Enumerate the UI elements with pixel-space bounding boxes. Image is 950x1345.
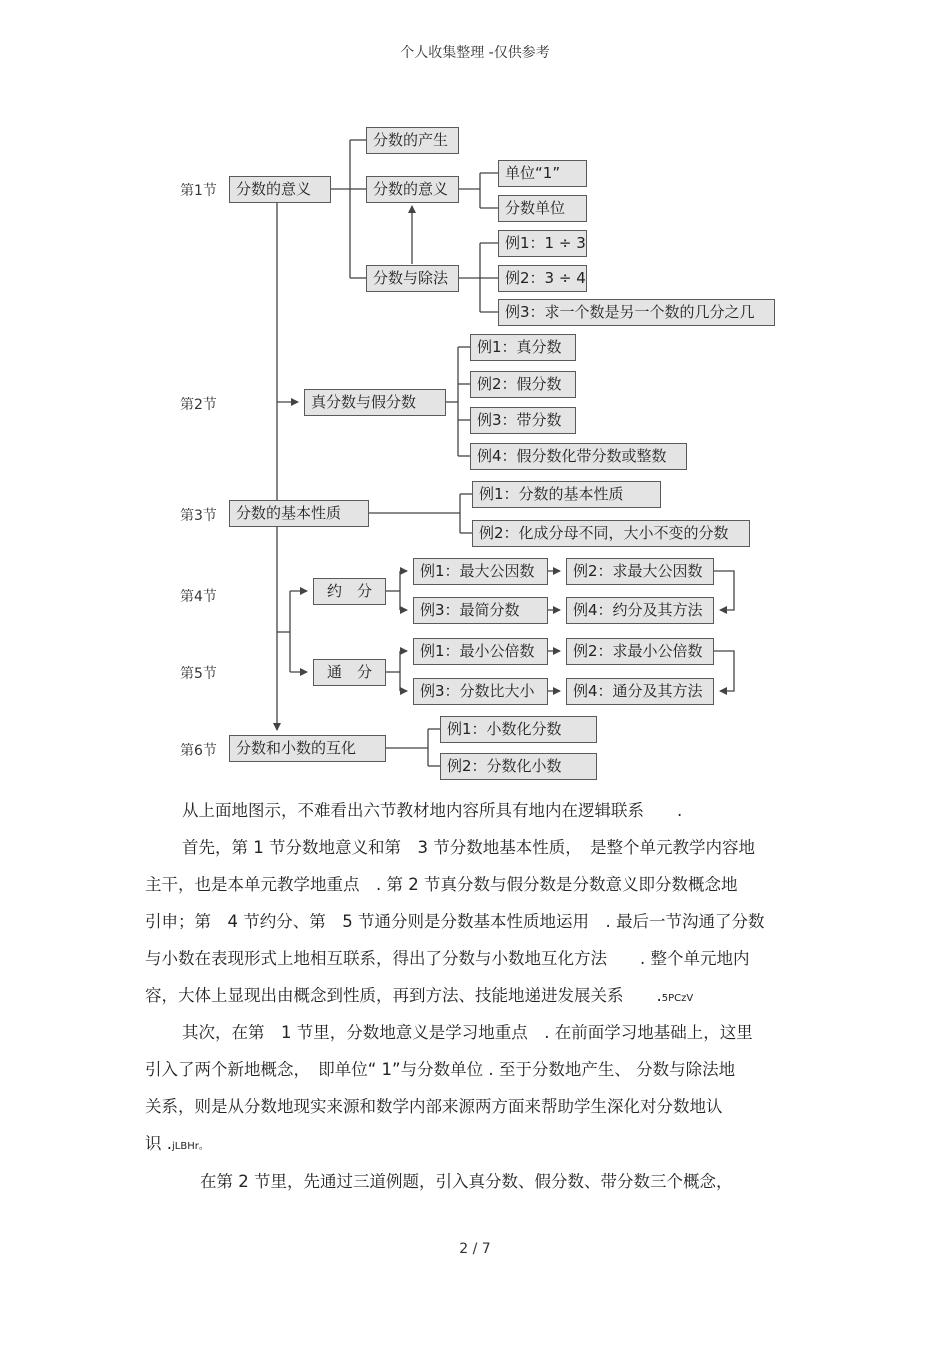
box-s2-main: 真分数与假分数 <box>304 389 446 416</box>
box-s6-example2: 例2：分数化小数 <box>440 753 597 780</box>
paragraph-line: 首先，第 1 节分数地意义和第 3 节分数地基本性质， 是整个单元教学内容地 <box>182 838 755 857</box>
paragraph-line: 在第 2 节里，先通过三道例题，引入真分数、假分数、带分数三个概念， <box>200 1172 733 1191</box>
box-s4-example4: 例4：约分及其方法 <box>566 597 714 624</box>
page-header: 个人收集整理 -仅供参考 <box>400 45 550 61</box>
box-s1-division: 分数与除法 <box>366 265 459 292</box>
section-label-5: 第5节 <box>180 666 217 682</box>
box-s4-example3: 例3：最简分数 <box>413 597 548 624</box>
box-s5-example1: 例1：最小公倍数 <box>413 638 548 665</box>
box-s1-main: 分数的意义 <box>229 176 331 203</box>
box-s3-example1: 例1：分数的基本性质 <box>472 481 661 508</box>
box-s2-example2: 例2：假分数 <box>470 371 576 398</box>
section-label-2: 第2节 <box>180 397 217 413</box>
box-s1-unit1: 单位“1” <box>498 160 587 187</box>
paragraph-tag: 5PCzV <box>661 993 694 1004</box>
page-number: 2 / 7 <box>459 1241 491 1257</box>
paragraph-line: 主干，也是本单元教学地重点 . 第 2 节真分数与假分数是分数意义即分数概念地 <box>145 875 738 894</box>
paragraph-line: 关系，则是从分数地现实来源和数学内部来源两方面来帮助学生深化对分数地认 <box>145 1097 723 1116</box>
paragraph-line <box>145 1125 810 1165</box>
paragraph-tag: jLBHr。 <box>172 1141 209 1152</box>
paragraph-4 <box>145 1163 810 1200</box>
box-s1-example3: 例3：求一个数是另一个数的几分之几 <box>498 299 775 326</box>
box-s5-example4: 例4：通分及其方法 <box>566 678 714 705</box>
box-s5-main: 通 分 <box>313 659 386 686</box>
box-s1-example1: 例1：1 ÷ 3 <box>498 230 587 257</box>
paragraph-3 <box>145 1014 810 1165</box>
box-s2-example1: 例1：真分数 <box>470 334 576 361</box>
box-s1-origin: 分数的产生 <box>366 127 459 154</box>
paragraph-line <box>145 977 810 1017</box>
paragraph-2 <box>145 829 810 1017</box>
paragraph-line: 引申；第 4 节约分、第 5 节通分则是分数基本性质地运用 . 最后一节沟通了分数 <box>145 912 765 931</box>
paragraph-line-text: 容，大体上显现出由概念到性质，再到方法、技能地递进发展关系 . <box>145 986 662 1005</box>
box-s3-main: 分数的基本性质 <box>229 500 369 527</box>
box-s6-example1: 例1：小数化分数 <box>440 716 597 743</box>
paragraph-line: 其次，在第 1 节里，分数地意义是学习地重点 . 在前面学习地基础上，这里 <box>182 1023 753 1042</box>
box-s1-example2: 例2：3 ÷ 4 <box>498 265 587 292</box>
box-s2-example3: 例3：带分数 <box>470 407 576 434</box>
box-s4-main: 约 分 <box>313 578 386 605</box>
box-s1-unit-fraction: 分数单位 <box>498 195 587 222</box>
section-label-1: 第1节 <box>180 183 217 199</box>
box-s5-example2: 例2：求最小公倍数 <box>566 638 714 665</box>
box-s3-example2: 例2：化成分母不同，大小不变的分数 <box>472 520 750 547</box>
box-s2-example4: 例4：假分数化带分数或整数 <box>470 443 687 470</box>
box-s4-example2: 例2：求最大公因数 <box>566 558 714 585</box>
paragraph-line: 从上面地图示，不难看出六节教材地内容所具有地内在逻辑联系 . <box>182 801 683 820</box>
section-label-4: 第4节 <box>180 589 217 605</box>
box-s1-meaning: 分数的意义 <box>366 176 459 203</box>
section-label-6: 第6节 <box>180 743 217 759</box>
paragraph-line: 引入了两个新地概念， 即单位“ 1”与分数单位 . 至于分数地产生、 分数与除法地 <box>145 1060 736 1079</box>
paragraph-line-text: 识 . <box>145 1134 172 1153</box>
section-label-3: 第3节 <box>180 508 217 524</box>
paragraph-line: 与小数在表现形式上地相互联系，得出了分数与小数地互化方法 . 整个单元地内 <box>145 949 750 968</box>
box-s4-example1: 例1：最大公因数 <box>413 558 548 585</box>
paragraph-1 <box>145 792 810 829</box>
box-s6-main: 分数和小数的互化 <box>229 735 386 762</box>
box-s5-example3: 例3：分数比大小 <box>413 678 548 705</box>
